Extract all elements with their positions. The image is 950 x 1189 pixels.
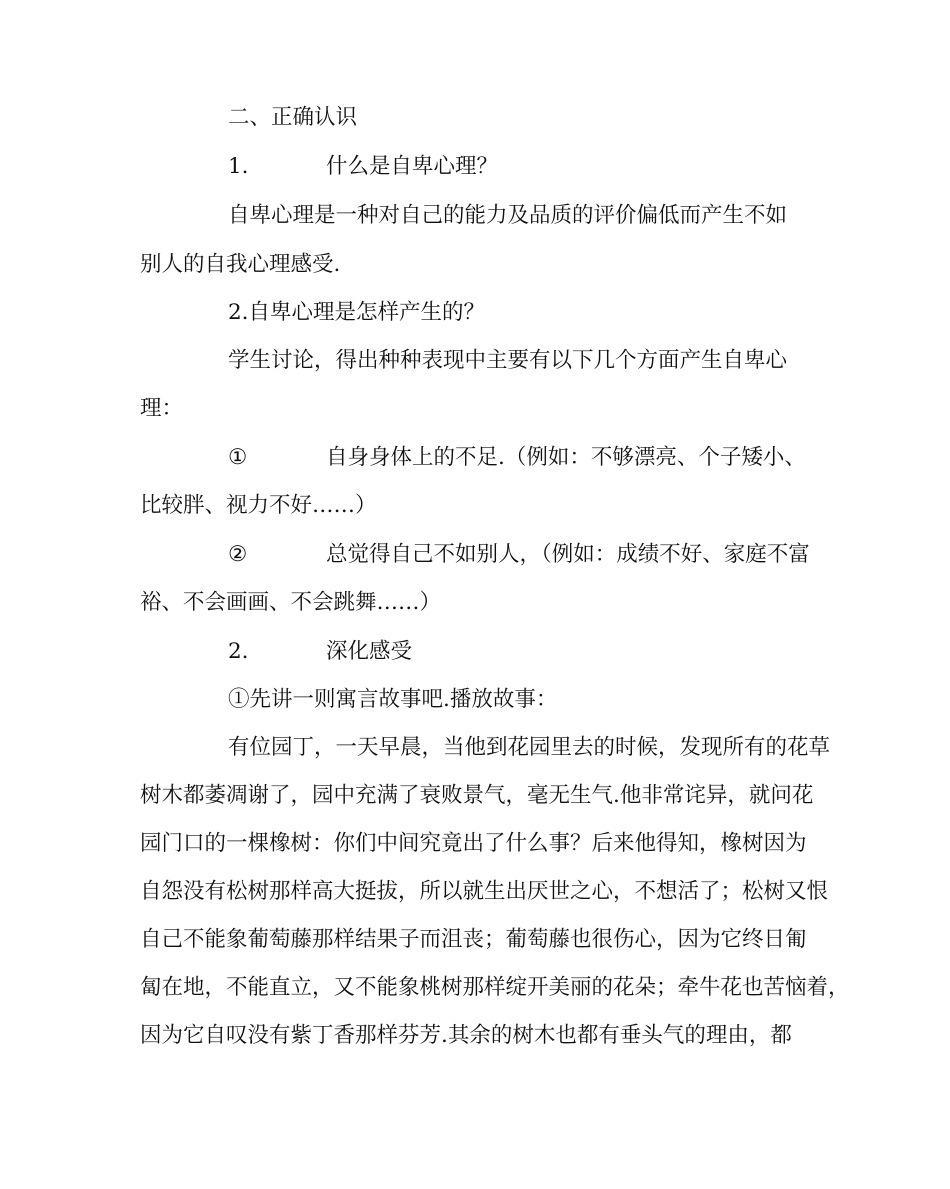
story-line: 有位园丁，一天早晨，当他到花园里去的时候，发现所有的花草 xyxy=(228,735,831,760)
question-1-text: 什么是自卑心理？ xyxy=(326,154,499,179)
story-line: 园门口的一棵橡树：你们中间究竟出了什么事？后来他得知，橡树因为 xyxy=(140,831,807,856)
list-item-1-text: 自身身体上的不足.（例如：不够漂亮、个子矮小、 xyxy=(326,445,806,470)
question-1-number: 1. xyxy=(228,154,249,179)
paragraph-2-line-2: 理： xyxy=(140,396,184,421)
story-line: 因为它自叹没有紫丁香那样芬芳.其余的树木也都有垂头气的理由，都 xyxy=(140,1023,792,1048)
section-2-number: 2. xyxy=(228,639,249,664)
section-2-text: 深化感受 xyxy=(326,639,413,664)
list-item-1 xyxy=(228,443,908,473)
section-2-heading xyxy=(228,637,908,667)
list-item-1-marker: ① xyxy=(228,445,248,470)
list-item-1-line-2: 比较胖、视力不好……） xyxy=(140,493,377,518)
paragraph-2-line-1: 学生讨论，得出种种表现中主要有以下几个方面产生自卑心 xyxy=(228,348,788,373)
story-line: 自己不能象葡萄藤那样结果子而沮丧；葡萄藤也很伤心，因为它终日匍 xyxy=(140,927,807,952)
story-line: 匐在地，不能直立，又不能象桃树那样绽开美丽的花朵；牵牛花也苦恼着， xyxy=(140,975,850,1000)
list-item-2-marker: ② xyxy=(228,542,248,567)
list-item-2-line-2: 裕、不会画画、不会跳舞……） xyxy=(140,590,442,615)
question-2: 2.自卑心理是怎样产生的？ xyxy=(228,300,486,325)
paragraph-1-line-2: 别人的自我心理感受. xyxy=(140,252,341,277)
story-line: 树木都萎凋谢了，园中充满了衰败景气，毫无生气.他非常诧异，就问花 xyxy=(140,783,814,808)
list-item-2-text: 总觉得自己不如别人，（例如：成绩不好、家庭不富 xyxy=(326,542,810,567)
story-intro: ①先讲一则寓言故事吧.播放故事： xyxy=(228,687,558,712)
list-item-2 xyxy=(228,540,908,570)
section-heading: 二、正确认识 xyxy=(228,105,358,130)
story-line: 自怨没有松树那样高大挺拔，所以就生出厌世之心，不想活了；松树又恨 xyxy=(140,879,829,904)
paragraph-1-line-1: 自卑心理是一种对自己的能力及品质的评价偏低而产生不如 xyxy=(228,203,788,228)
question-1 xyxy=(228,152,908,182)
